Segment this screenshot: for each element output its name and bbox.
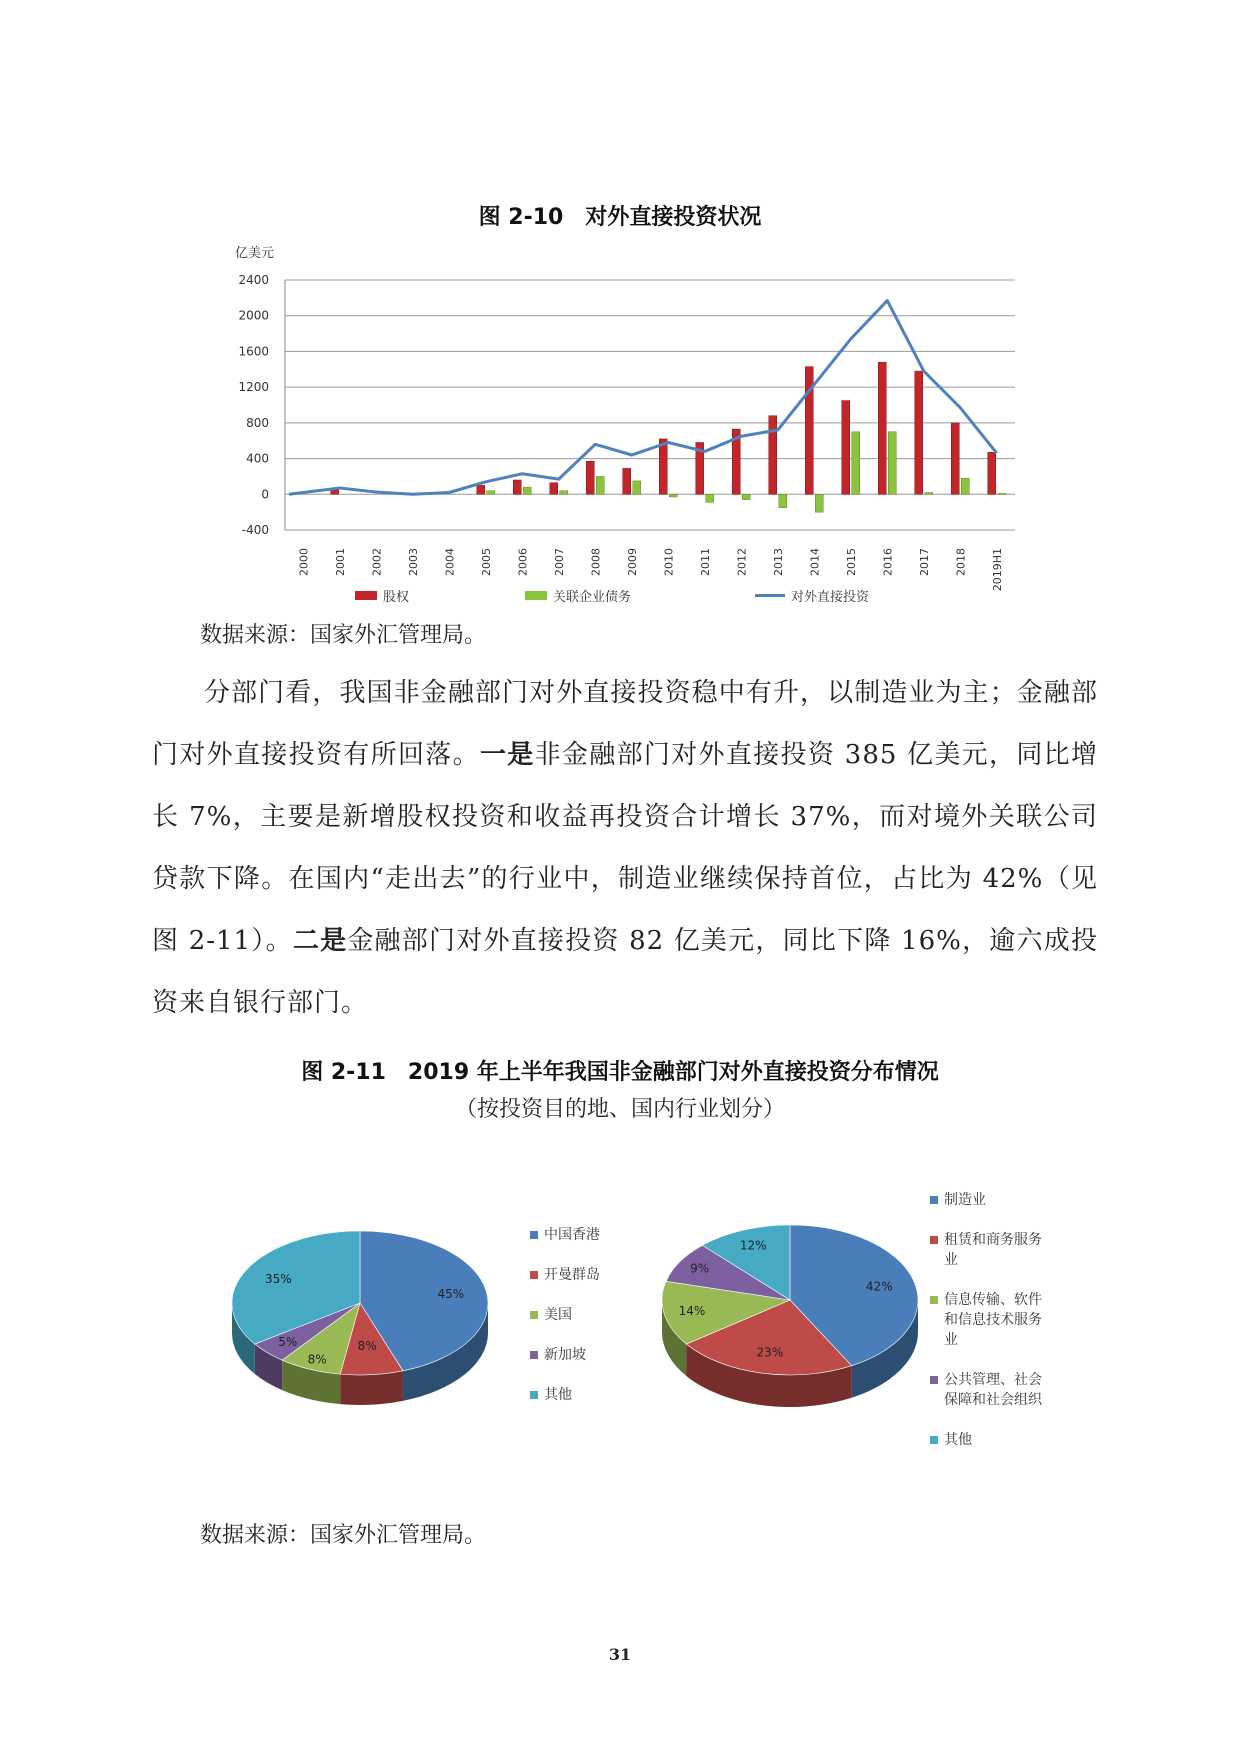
x-tick-label: 2006 <box>516 548 530 576</box>
pie2-legend-item-public <box>930 1370 1045 1410</box>
bar-debt <box>596 476 604 494</box>
bar-debt <box>742 494 750 499</box>
pie1-legend-item-singapore <box>530 1345 620 1365</box>
bar-debt <box>633 481 641 494</box>
body-paragraph <box>152 662 1098 1034</box>
y-tick-label: 1600 <box>238 344 269 359</box>
pie1-legend-label: 美国 <box>544 1307 572 1323</box>
x-tick-label: 2013 <box>771 548 785 576</box>
bar-debt <box>560 491 568 495</box>
x-tick-label: 2010 <box>662 548 676 576</box>
pie2-legend-label: 信息传输、软件和信息技术服务业 <box>944 1292 1042 1348</box>
x-tick-label: 2007 <box>552 548 566 576</box>
paragraph-bold-1: 一是 <box>479 740 535 770</box>
bar-debt <box>998 493 1006 494</box>
legend-item-equity <box>355 586 525 605</box>
pie-top-layer <box>662 1225 918 1375</box>
pie-value-label: 14% <box>678 1303 706 1318</box>
y-tick-label: 800 <box>246 415 269 430</box>
x-tick-label: 2019H1 <box>990 548 1004 592</box>
y-tick-label: 400 <box>246 451 269 466</box>
bar-debt <box>815 494 823 512</box>
pie-value-label: 8% <box>357 1339 377 1354</box>
bar-debt <box>487 491 495 495</box>
paragraph-bold-2: 二是 <box>292 926 348 956</box>
legend-label-equity: 股权 <box>383 590 410 605</box>
bar-debt <box>523 487 531 494</box>
pie2-legend-item-other <box>930 1430 1045 1450</box>
x-tick-label: 2008 <box>589 548 603 576</box>
pie-value-label: 45% <box>437 1287 465 1302</box>
bar-equity <box>623 468 631 494</box>
y-tick-label: 1200 <box>238 380 269 395</box>
pie2-legend-item-manufacturing <box>930 1190 1045 1210</box>
bar-debt <box>961 478 969 494</box>
x-tick-label: 2014 <box>808 548 822 576</box>
pie1-legend <box>530 1225 620 1425</box>
bar-equity <box>586 461 594 494</box>
bar-equity <box>878 362 886 494</box>
y-tick-label: -400 <box>241 523 269 537</box>
bar-equity <box>951 423 959 494</box>
pie1-swatch-2 <box>530 1271 538 1279</box>
y-tick-label: 2400 <box>238 273 269 287</box>
x-tick-label: 2005 <box>479 548 493 576</box>
pie2-swatch-1 <box>930 1196 938 1204</box>
pie2-swatch-5 <box>930 1436 938 1444</box>
bar-equity <box>988 452 996 494</box>
x-tick-label: 2003 <box>406 548 420 576</box>
pie1-legend-item-cayman <box>530 1265 620 1285</box>
data-source-note-1: 数据来源：国家外汇管理局。 <box>200 623 487 648</box>
pie-chart-industry <box>640 1210 940 1445</box>
pie1-swatch-3 <box>530 1311 538 1319</box>
pie2-legend-label: 公共管理、社会保障和社会组织 <box>944 1372 1042 1408</box>
paragraph-text-1: 分部门看，我国非金融部门对外直接投资稳中有升，以制造业为主；金融部门对外直接投资有所回落。 <box>152 678 1098 770</box>
legend-label-debt: 关联企业债务 <box>553 590 632 605</box>
bar-debt <box>706 494 714 502</box>
bar-debt <box>669 494 677 497</box>
pie2-legend-label: 制造业 <box>944 1192 986 1208</box>
pie2-legend-label: 租赁和商务服务业 <box>944 1232 1042 1268</box>
bar-equity <box>477 485 485 494</box>
x-tick-label: 2015 <box>844 548 858 576</box>
bar-debt <box>925 493 933 495</box>
pie-value-label: 42% <box>865 1279 893 1294</box>
bar-equity <box>769 416 777 495</box>
paragraph-text-2: 非金融部门对外直接投资 385 亿美元，同比增长 7%，主要是新增股权投资和收益再投资合计增长 37%，而对境外关联公司贷款下降。在国内“走出去”的行业中，制造业继续保持首位，占比为 42%（见图 2-11）。 <box>152 740 1098 956</box>
pie1-legend-label: 其他 <box>544 1387 572 1403</box>
pie1-swatch-1 <box>530 1231 538 1239</box>
legend-swatch-debt <box>525 591 547 600</box>
x-tick-label: 2001 <box>333 548 347 576</box>
legend-swatch-fdi <box>755 594 785 597</box>
y-tick-label: 0 <box>261 487 269 502</box>
legend-swatch-equity <box>355 591 377 600</box>
fdi-chart-legend <box>355 586 935 605</box>
pie-value-label: 12% <box>739 1238 767 1253</box>
pie2-swatch-3 <box>930 1296 938 1304</box>
pie-value-label: 23% <box>756 1345 784 1360</box>
bar-equity <box>513 480 521 494</box>
y-tick-label: 2000 <box>238 308 269 323</box>
pie-value-label: 8% <box>307 1352 327 1367</box>
pie2-legend-item-it <box>930 1290 1045 1350</box>
pie2-swatch-2 <box>930 1236 938 1244</box>
bar-debt <box>888 432 896 495</box>
legend-item-fdi <box>755 586 869 605</box>
bar-equity <box>550 483 558 495</box>
bar-equity <box>659 439 667 494</box>
x-tick-label: 2011 <box>698 548 712 576</box>
figure-2-10-title: 图 2-10 对外直接投资状况 <box>478 205 762 230</box>
legend-item-debt <box>525 586 755 605</box>
pie-top-layer <box>232 1231 488 1375</box>
paragraph-text-3: 金融部门对外直接投资 82 亿美元，同比下降 16%，逾六成投资来自银行部门。 <box>152 926 1098 1018</box>
pie-slice-side <box>340 1371 403 1405</box>
bar-equity <box>915 371 923 494</box>
bar-debt <box>852 432 860 495</box>
pie-value-label: 5% <box>278 1334 298 1349</box>
x-tick-label: 2012 <box>735 548 749 576</box>
figure-2-11-subtitle: （按投资目的地、国内行业划分） <box>454 1097 785 1122</box>
fdi-bar-line-chart <box>215 240 1035 610</box>
pie1-legend-item-hongkong <box>530 1225 620 1245</box>
pie2-legend-item-leasing <box>930 1230 1045 1270</box>
pie1-legend-item-usa <box>530 1305 620 1325</box>
pie1-legend-item-other <box>530 1385 620 1405</box>
data-source-note-2: 数据来源：国家外汇管理局。 <box>200 1523 487 1548</box>
pie1-legend-label: 新加坡 <box>544 1347 586 1363</box>
pie1-swatch-5 <box>530 1391 538 1399</box>
bar-equity <box>842 401 850 495</box>
pie2-swatch-4 <box>930 1376 938 1384</box>
x-tick-label: 2004 <box>443 548 457 576</box>
pie1-legend-label: 开曼群岛 <box>544 1267 600 1283</box>
x-tick-label: 2002 <box>370 548 384 576</box>
page-number: 31 <box>608 1645 632 1664</box>
pie2-legend-label: 其他 <box>944 1432 972 1448</box>
pie-chart-destination <box>220 1215 520 1435</box>
pie-value-label: 9% <box>690 1261 710 1276</box>
bar-debt <box>779 494 787 507</box>
pie2-legend <box>930 1190 1045 1470</box>
pie1-swatch-4 <box>530 1351 538 1359</box>
x-tick-label: 2017 <box>917 548 931 576</box>
x-tick-label: 2018 <box>954 548 968 576</box>
pie-value-label: 35% <box>265 1271 292 1286</box>
legend-label-fdi: 对外直接投资 <box>791 590 870 605</box>
x-tick-label: 2016 <box>881 548 895 576</box>
x-tick-label: 2000 <box>297 548 311 576</box>
pie1-legend-label: 中国香港 <box>544 1227 600 1243</box>
x-tick-label: 2009 <box>625 548 639 576</box>
figure-2-11-title: 图 2-11 2019 年上半年我国非金融部门对外直接投资分布情况 <box>301 1060 939 1085</box>
y-axis-unit-label: 亿美元 <box>235 246 275 261</box>
